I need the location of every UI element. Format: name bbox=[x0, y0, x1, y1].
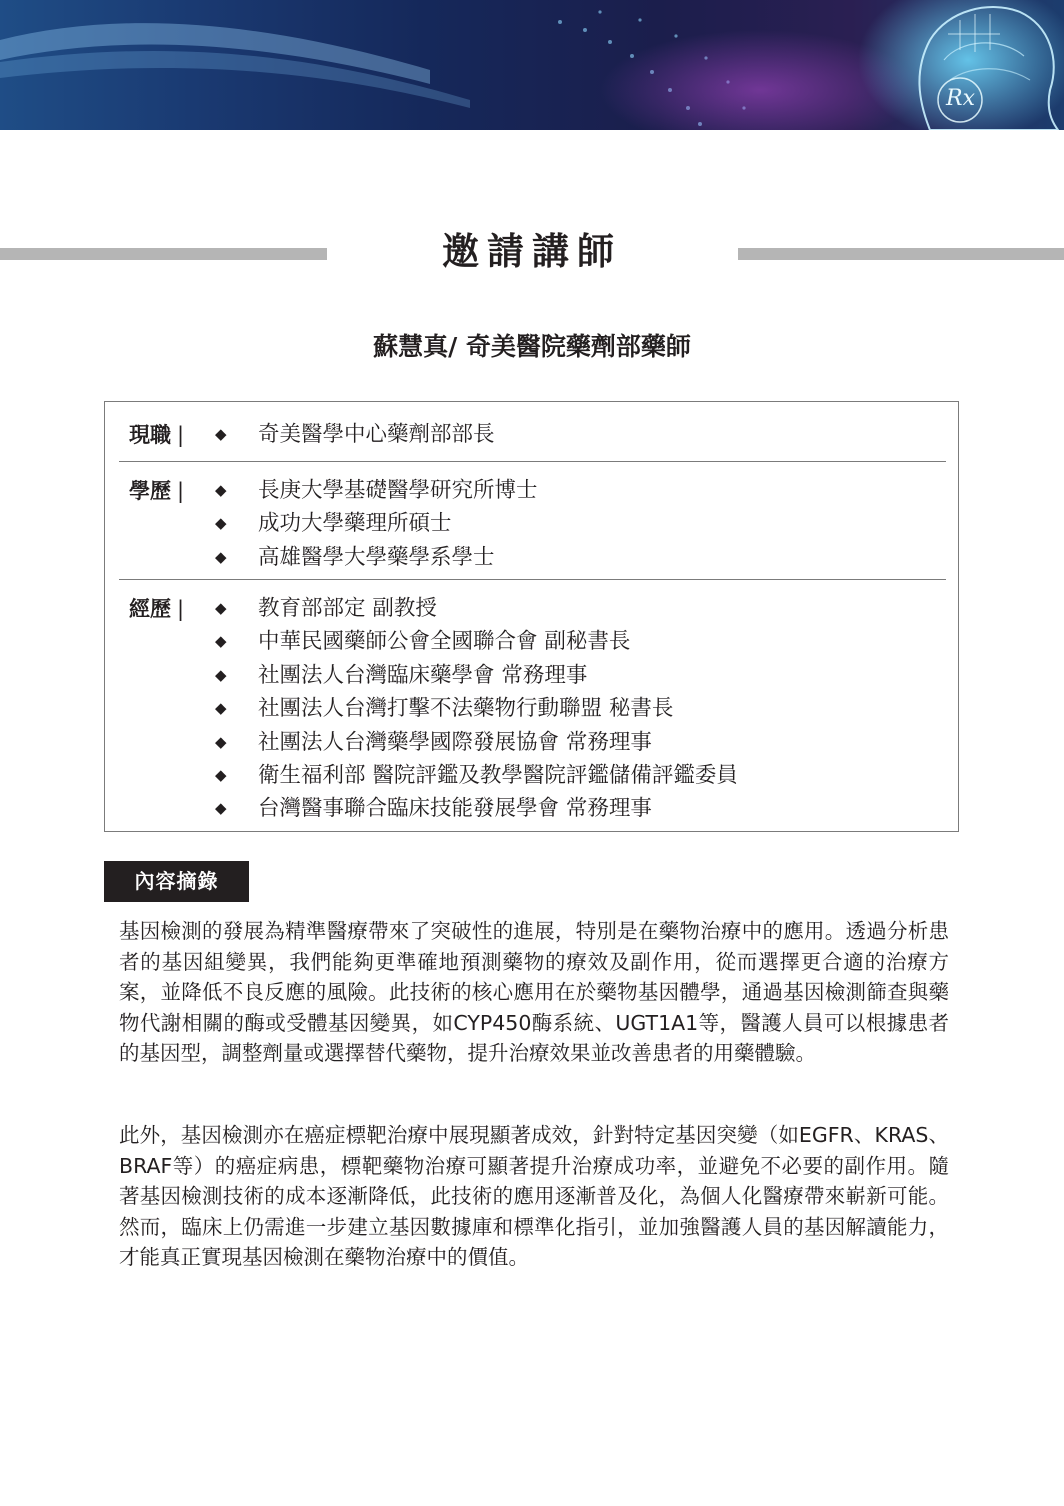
label-divider: | bbox=[177, 479, 185, 503]
diamond-bullet-icon: ◆ bbox=[215, 425, 227, 443]
diamond-bullet-icon: ◆ bbox=[215, 799, 227, 818]
section-experience bbox=[119, 579, 946, 830]
section-label bbox=[129, 474, 184, 508]
speaker-name: 蘇慧真/ 奇美醫院藥劑部藥師 bbox=[373, 332, 691, 361]
label-divider: | bbox=[177, 597, 185, 621]
title-bar-left bbox=[0, 248, 327, 260]
item-list bbox=[215, 474, 945, 574]
section-label bbox=[129, 592, 184, 626]
profile-box bbox=[104, 401, 959, 832]
list-item-text: 奇美醫學中心藥劑部部長 bbox=[258, 422, 495, 447]
section-education bbox=[119, 461, 946, 580]
list-item-text: 社團法人台灣藥學國際發展協會 常務理事 bbox=[258, 729, 652, 755]
rx-mark: Rx bbox=[946, 86, 975, 111]
list-item bbox=[215, 474, 945, 507]
header-banner bbox=[0, 0, 1064, 130]
banner-graphic bbox=[0, 0, 1064, 130]
list-item-text: 長庚大學基礎醫學研究所博士 bbox=[258, 478, 538, 503]
list-item bbox=[215, 541, 945, 574]
list-item bbox=[215, 507, 945, 540]
diamond-bullet-icon: ◆ bbox=[215, 547, 227, 566]
summary-paragraph-1: 基因檢測的發展為精準醫療帶來了突破性的進展，特別是在藥物治療中的應用。透過分析患者的基因組變異，我們能夠更準確地預測藥物的療效及副作用，從而選擇更合適的治療方案，並降低不良反應的風險。此技術的核心應用在於藥物基因體學，通過基因檢測篩查與藥物代謝相關的酶或受體基因變異，如CYP450酶系統、UGT1A1等，醫護人員可以根據患者的基因型，調整劑量或選擇替代藥物，提升治療效果並改善患者的用藥體驗。 bbox=[119, 919, 949, 1065]
list-item bbox=[215, 625, 945, 658]
list-item-text: 台灣醫事聯合臨床技能發展學會 常務理事 bbox=[258, 796, 652, 822]
diamond-bullet-icon: ◆ bbox=[215, 732, 227, 751]
list-item-text: 衛生福利部 醫院評鑑及教學醫院評鑑儲備評鑑委員 bbox=[258, 762, 738, 788]
page-title: 邀請講師 bbox=[442, 230, 622, 273]
section-label-text: 經歷 bbox=[129, 597, 171, 621]
summary-paragraph-2: 此外，基因檢測亦在癌症標靶治療中展現顯著成效，針對特定基因突變（如EGFR、KRAS、BRAF等）的癌症病患，標靶藥物治療可顯著提升治療成功率，並避免不必要的副作用。隨著基因檢測技術的成本逐漸降低，此技術的應用逐漸普及化，為個人化醫療帶來嶄新可能。然而，臨床上仍需進一步建立基因數據庫和標準化指引，並加強醫護人員的基因解讀能力，才能真正實現基因檢測在藥物治療中的價值。 bbox=[119, 1123, 949, 1269]
section-current-position bbox=[119, 418, 946, 461]
list-item bbox=[215, 759, 945, 792]
list-item-text: 中華民國藥師公會全國聯合會 副秘書長 bbox=[258, 629, 631, 655]
section-label bbox=[129, 418, 184, 452]
diamond-bullet-icon: ◆ bbox=[215, 632, 227, 651]
title-bar-right bbox=[738, 248, 1064, 260]
list-item bbox=[215, 592, 945, 625]
list-item-text: 高雄醫學大學藥學系學士 bbox=[258, 544, 495, 570]
list-item bbox=[215, 726, 945, 759]
diamond-bullet-icon: ◆ bbox=[215, 481, 227, 499]
item-list bbox=[215, 418, 945, 451]
diamond-bullet-icon: ◆ bbox=[215, 665, 227, 684]
list-item bbox=[215, 659, 945, 692]
list-item-text: 社團法人台灣打擊不法藥物行動聯盟 秘書長 bbox=[258, 696, 674, 722]
label-divider: | bbox=[177, 423, 185, 447]
item-list bbox=[215, 592, 945, 826]
list-item bbox=[215, 692, 945, 725]
diamond-bullet-icon: ◆ bbox=[215, 699, 227, 718]
list-item bbox=[215, 792, 945, 825]
diamond-bullet-icon: ◆ bbox=[215, 599, 227, 617]
diamond-bullet-icon: ◆ bbox=[215, 514, 227, 533]
section-label-text: 學歷 bbox=[129, 479, 171, 503]
list-item-text: 社團法人台灣臨床藥學會 常務理事 bbox=[258, 662, 588, 688]
section-label-text: 現職 bbox=[129, 423, 171, 447]
list-item-text: 成功大學藥理所碩士 bbox=[258, 511, 452, 537]
summary-tag: 內容摘錄 bbox=[104, 861, 249, 902]
diamond-bullet-icon: ◆ bbox=[215, 765, 227, 784]
list-item-text: 教育部部定 副教授 bbox=[258, 596, 437, 621]
list-item bbox=[215, 418, 945, 451]
